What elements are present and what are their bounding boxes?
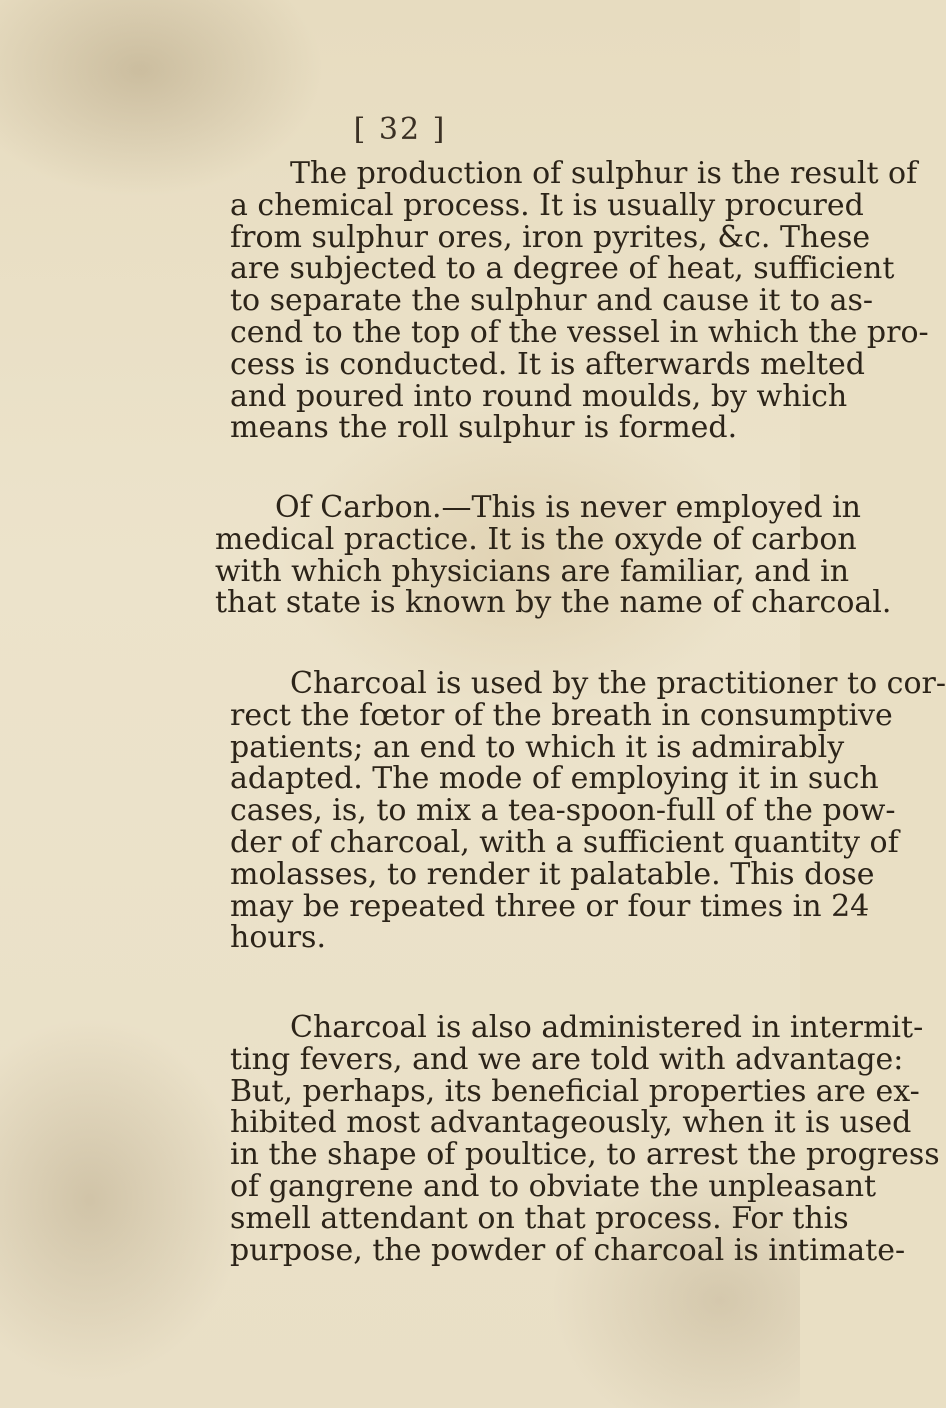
text-line: hours. — [230, 920, 326, 956]
page-number: [ 32 ] — [353, 112, 447, 147]
text-line: der of charcoal, with a sufficient quantity of — [230, 824, 899, 860]
text-line: molasses, to render it palatable. This dose — [230, 856, 875, 892]
text-line: and poured into round moulds, by which — [230, 378, 848, 414]
text-line: with which physicians are familiar, and in — [215, 553, 850, 589]
paragraph-charcoal-breath — [230, 666, 946, 956]
text-line: may be repeated three or four times in 24 — [230, 888, 870, 924]
text-line: The production of sulphur is the result of — [290, 156, 918, 191]
text-line: a chemical process. It is usually procured — [230, 187, 864, 223]
text-line: cases, is, to mix a tea-spoon-full of the pow- — [230, 793, 896, 829]
text-line: Charcoal is used by the practitioner to cor- — [290, 666, 946, 701]
text-line: Charcoal is also administered in intermit- — [290, 1010, 924, 1045]
text-line: of gangrene and to obviate the unpleasant — [230, 1168, 877, 1204]
text-line: from sulphur ores, iron pyrites, &c. These — [230, 219, 871, 255]
text-line: that state is known by the name of charcoal. — [215, 585, 892, 621]
text-line: ting fevers, and we are told with advantage: — [230, 1041, 904, 1077]
paragraph-charcoal-fevers — [230, 1010, 940, 1268]
text-line: medical practice. It is the oxyde of carbon — [215, 521, 857, 557]
text-line: are subjected to a degree of heat, sufficient — [230, 251, 895, 287]
text-line: patients; an end to which it is admirably — [230, 729, 845, 765]
text-line: smell attendant on that process. For this — [230, 1200, 849, 1236]
text-line: means the roll sulphur is formed. — [230, 410, 738, 446]
text-line: But, perhaps, its beneficial properties are ex- — [230, 1073, 920, 1109]
text-line: rect the fœtor of the breath in consumptive — [230, 697, 893, 733]
paragraph-of-carbon — [215, 490, 892, 621]
text-line: in the shape of poultice, to arrest the progress — [230, 1137, 940, 1173]
text-line: cess is conducted. It is afterwards melted — [230, 346, 865, 382]
text-line: purpose, the powder of charcoal is intimate- — [230, 1232, 906, 1268]
text-line: to separate the sulphur and cause it to as- — [230, 283, 874, 319]
text-line: adapted. The mode of employing it in such — [230, 761, 879, 797]
text-line: Of Carbon.—This is never employed in — [275, 490, 861, 525]
text-line: hibited most advantageously, when it is used — [230, 1105, 912, 1141]
paragraph-sulphur-production — [230, 156, 929, 446]
text-line: cend to the top of the vessel in which the pro- — [230, 314, 929, 350]
